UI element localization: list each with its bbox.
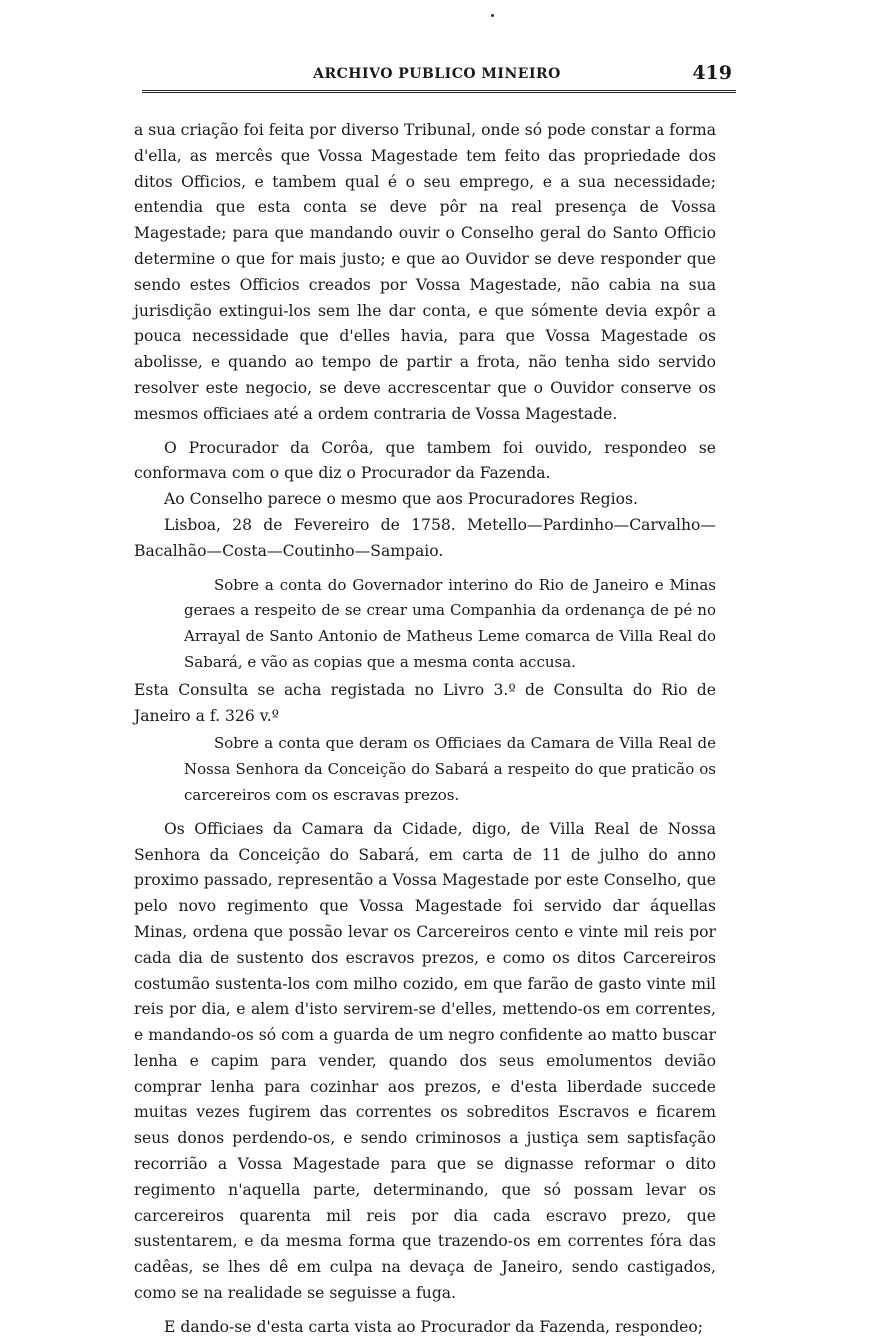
paragraph: Os Officiaes da Camara da Cidade, digo, de Villa Real de Nossa Senhora da Conceição do Sabará, em carta de 11 de julho do anno proximo passado, representão a Vossa Magestade por este Conselho, que pelo novo regimento que Vossa Magestade foi servido dar áquellas Minas, ordena que possão levar os Carcereiros cento e vinte mil reis por cada dia de sustento dos escravos prezos, e como os ditos Carcereiros costumão sustenta-los com milho cozido, em que farão de gasto vinte mil reis por dia, e alem d'isto servirem-se d'elles, mettendo-os em correntes, e mandando-os só com a guarda de um negro confidente ao matto buscar lenha e capim para vender, quando dos seus emolumentos devião comprar lenha para cozinhar aos prezos, e d'esta liberdade succede muitas vezes fugirem das correntes os sobreditos Escravos e ficarem seus donos perdendo-os, e sendo criminosos a justiça sem saptisfação recorrião a Vossa Magestade para que se dignasse reformar o dito regimento n'aquella parte, determinando, que só possam levar os carcereiros quarenta mil reis por dia cada escravo prezo, que sustentarem, e da mesma forma que trazendo-os em correntes fóra das cadêas, se lhes dê em culpa na devaça de Janeiro, sendo castigados, como se na realidade se seguisse a fuga. <box>134 819 716 1303</box>
paragraph-date-signatures: Lisboa, 28 de Fevereiro de 1758. Metello—Pardinho—Carvalho—Bacalhão—Costa—Coutinho—Sampaio. <box>134 515 716 560</box>
running-header <box>142 62 732 90</box>
paragraph: Ao Conselho parece o mesmo que aos Procuradores Regios. <box>164 490 638 509</box>
page-number: 419 <box>692 62 732 84</box>
running-title: ARCHIVO PUBLICO MINEIRO <box>313 66 561 82</box>
header-rule <box>142 90 736 93</box>
registry-note: Esta Consulta se acha registada no Livro 3.º de Consulta do Rio de Janeiro a f. 326 v.º <box>134 680 716 725</box>
paragraph: E dando-se d'esta carta vista ao Procurador da Fazenda, respondeo; <box>164 1317 704 1336</box>
summary-block: Sobre a conta que deram os Officiaes da Camara de Villa Real de Nossa Senhora da Conceição do Sabará a respeito do que praticão os carcereiros com os escravas prezos. <box>184 734 716 804</box>
ink-speck <box>491 14 494 17</box>
paragraph: a sua criação foi feita por diverso Tribunal, onde só pode constar a forma d'ella, as mercês que Vossa Magestade tem feito das propriedade dos ditos Officios, e tambem qual é o seu emprego, e a sua necessidade; entendia que esta conta se deve pôr na real presença de Vossa Magestade; para que mandando ouvir o Conselho geral do Santo Officio determine o que for mais justo; e que ao Ouvidor se deve responder que sendo estes Officios creados por Vossa Magestade, não cabia na sua jurisdição extingui-los sem lhe dar conta, e que sómente devia expôr a pouca necessidade que d'elles havia, para que Vossa Magestade os abolisse, e quando ao tempo de partir a frota, não tenha sido servido resolver este negocio, se deve accrescentar que o Ouvidor conserve os mesmos officiaes até a ordem contraria de Vossa Magestade. <box>134 121 716 423</box>
summary-block: Sobre a conta do Governador interino do Rio de Janeiro e Minas geraes a respeito de se crear uma Companhia da ordenança de pé no Arrayal de Santo Antonio de Matheus Leme comarca de Villa Real do Sabará, e vão as copias que a mesma conta accusa. <box>184 575 716 671</box>
page-body <box>134 118 716 1341</box>
paragraph: O Procurador da Corôa, que tambem foi ouvido, respondeo se conformava com o que diz o Procurador da Fazenda. <box>134 438 716 483</box>
